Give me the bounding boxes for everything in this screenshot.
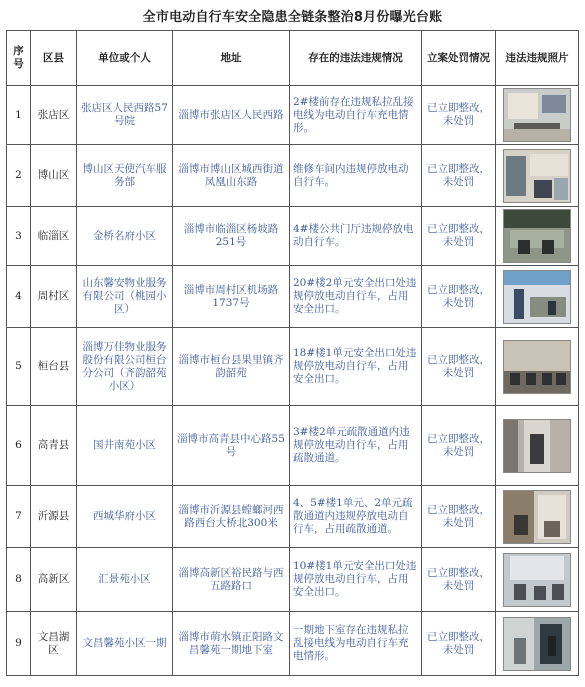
row-no: 3 [7, 207, 31, 266]
row-address: 淄博高新区裕民路与西五路路口 [173, 548, 290, 612]
row-unit: 文昌馨苑小区一期 [77, 612, 173, 676]
table-row [7, 406, 579, 486]
row-penalty: 已立即整改，未处罚 [422, 328, 496, 406]
row-photo-cell [496, 86, 579, 145]
header-no: 序号 [7, 31, 31, 86]
photo-entrance [503, 553, 571, 607]
header-unit: 单位或个人 [77, 31, 173, 86]
table-header-row [7, 31, 579, 86]
row-district: 临淄区 [31, 207, 77, 266]
row-issue: 3#楼2单元疏散通道内违规停放电动自行车，占用疏散通道。 [290, 406, 422, 486]
row-penalty: 已立即整改，未处罚 [422, 406, 496, 486]
row-district: 博山区 [31, 145, 77, 207]
row-issue: 2#楼前存在违规私拉乱接电线为电动自行车充电情形。 [290, 86, 422, 145]
row-no: 1 [7, 86, 31, 145]
header-photo: 违法违规照片 [496, 31, 579, 86]
row-penalty: 已立即整改，未处罚 [422, 612, 496, 676]
row-address: 淄博市桓台县果里镇齐韵韶苑 [173, 328, 290, 406]
row-district: 文昌湖区 [31, 612, 77, 676]
row-no: 9 [7, 612, 31, 676]
photo-exit-inspection [503, 270, 571, 324]
row-district: 沂源县 [31, 486, 77, 548]
table-row [7, 86, 579, 145]
row-unit: 博山区天使汽车服务部 [77, 145, 173, 207]
row-penalty: 已立即整改，未处罚 [422, 548, 496, 612]
row-penalty: 已立即整改，未处罚 [422, 145, 496, 207]
row-district: 周村区 [31, 266, 77, 328]
photo-stairwell [503, 490, 571, 544]
row-issue: 一期地下室存在违规私拉乱接电线为电动自行车充电情形。 [290, 612, 422, 676]
row-address: 淄博市周村区机场路1737号 [173, 266, 290, 328]
row-unit: 西城华府小区 [77, 486, 173, 548]
row-address: 淄博市临淄区杨坡路251号 [173, 207, 290, 266]
photo-parked-rows [503, 340, 571, 394]
row-photo-cell [496, 486, 579, 548]
row-no: 6 [7, 406, 31, 486]
row-issue: 维修车间内违规停放电动自行车。 [290, 145, 422, 207]
exposure-ledger-table [6, 30, 579, 676]
table-row [7, 548, 579, 612]
row-issue: 10#楼1单元安全出口处违规停放电动自行车，占用安全出口。 [290, 548, 422, 612]
row-no: 5 [7, 328, 31, 406]
header-penalty: 立案处罚情况 [422, 31, 496, 86]
table-row [7, 612, 579, 676]
row-address: 淄博市高青县中心路55号 [173, 406, 290, 486]
photo-basement-wires [503, 617, 571, 671]
photo-building-courtyard [503, 88, 571, 142]
row-unit: 山东馨安物业服务有限公司（桃园小区） [77, 266, 173, 328]
table-row [7, 328, 579, 406]
row-unit: 淄博万佳物业服务股份有限公司桓台分公司（齐韵韶苑小区） [77, 328, 173, 406]
row-unit: 汇景苑小区 [77, 548, 173, 612]
row-photo-cell [496, 266, 579, 328]
row-issue: 4#楼公共门厅违规停放电动自行车。 [290, 207, 422, 266]
header-district: 区县 [31, 31, 77, 86]
row-address: 淄博市沂源县螳螂河西路西台大桥北300米 [173, 486, 290, 548]
row-penalty: 已立即整改，未处罚 [422, 266, 496, 328]
table-row [7, 145, 579, 207]
row-photo-cell [496, 207, 579, 266]
row-no: 2 [7, 145, 31, 207]
row-unit: 国井南苑小区 [77, 406, 173, 486]
row-address: 淄博市博山区城西街道凤凰山东路 [173, 145, 290, 207]
table-row [7, 207, 579, 266]
photo-corridor [503, 419, 571, 473]
photo-lobby-bikes [503, 209, 571, 263]
table-body [7, 86, 579, 676]
page-title: 全市电动自行车安全隐患全链条整治8月份曝光台账 [142, 10, 443, 25]
table-row [7, 266, 579, 328]
row-penalty: 已立即整改，未处罚 [422, 207, 496, 266]
row-photo-cell [496, 548, 579, 612]
row-district: 张店区 [31, 86, 77, 145]
row-address: 淄博市张店区人民西路 [173, 86, 290, 145]
row-address: 淄博市萌水镇正阳路文昌馨苑一期地下室 [173, 612, 290, 676]
row-no: 4 [7, 266, 31, 328]
row-district: 高新区 [31, 548, 77, 612]
row-photo-cell [496, 328, 579, 406]
row-issue: 20#楼2单元安全出口处违规停放电动自行车，占用安全出口。 [290, 266, 422, 328]
row-unit: 金桥名府小区 [77, 207, 173, 266]
row-penalty: 已立即整改，未处罚 [422, 486, 496, 548]
row-unit: 张店区人民西路57号院 [77, 86, 173, 145]
row-issue: 4、5#楼1单元、2单元疏散通道内违规停放电动自行车，占用疏散通道。 [290, 486, 422, 548]
photo-repair-shop [503, 149, 571, 203]
header-issue: 存在的违法违规情况 [290, 31, 422, 86]
row-photo-cell [496, 145, 579, 207]
row-photo-cell [496, 612, 579, 676]
row-issue: 18#楼1单元安全出口处违规停放电动自行车，占用安全出口。 [290, 328, 422, 406]
row-no: 7 [7, 486, 31, 548]
row-district: 桓台县 [31, 328, 77, 406]
row-district: 高青县 [31, 406, 77, 486]
row-no: 8 [7, 548, 31, 612]
row-penalty: 已立即整改，未处罚 [422, 86, 496, 145]
table-row [7, 486, 579, 548]
row-photo-cell [496, 406, 579, 486]
header-address: 地址 [173, 31, 290, 86]
